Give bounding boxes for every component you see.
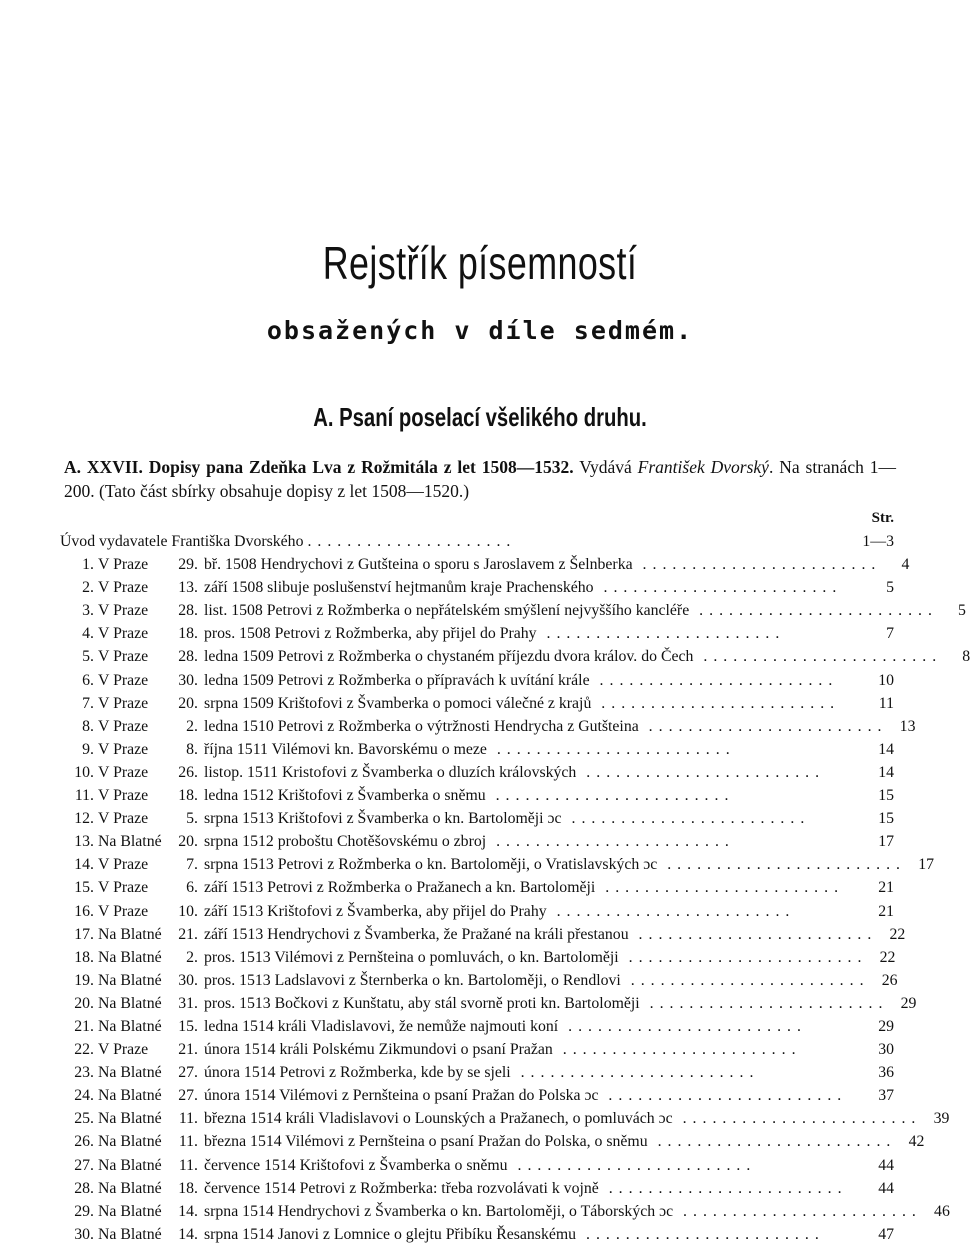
entry-number: 11.: [74, 787, 94, 805]
entry-text: Úvod vydavatele Františka Dvorského .....................: [60, 533, 517, 550]
entry-page: 14: [878, 740, 894, 758]
entry-number: 4.: [82, 625, 94, 643]
entry-day: 20.: [178, 833, 198, 851]
entry-place: Na Blatné: [98, 1064, 162, 1082]
entry-day: 6.: [186, 879, 198, 897]
entry-number: 7.: [82, 694, 94, 712]
entry-page: 47: [878, 1225, 894, 1243]
list-item: [60, 715, 916, 738]
entry-text: září 1513 Hendrychovi z Švamberka, že Pražané na králi přestanou ........................: [204, 925, 878, 943]
entry-text: list. 1508 Petrovi z Rožmberka o nepřátelském smýšlení nejvyššího kancléře ........................: [204, 602, 938, 620]
entry-number: 28.: [74, 1179, 94, 1197]
entry-text: srpna 1513 Krištofovi z Švamberka o kn. Bartoloměji ɔc ........................: [204, 810, 811, 828]
list-item: [60, 1038, 894, 1061]
entry-page: 42: [908, 1133, 925, 1151]
intro-text-2: . Na stranách 1—200. (Tato část sbírky obsahuje dopisy z let 1508—1520.): [64, 457, 896, 501]
entry-number: 26.: [74, 1133, 94, 1151]
entry-place: Na Blatné: [98, 1110, 162, 1128]
list-item: [60, 830, 894, 853]
entry-day: 2.: [186, 948, 198, 966]
list-item: [60, 645, 970, 668]
entry-day: 28.: [178, 648, 198, 666]
entry-text: února 1514 Vilémovi z Pernšteina o psaní Pražan do Polska ɔc ........................: [204, 1087, 848, 1105]
list-item: [60, 576, 894, 599]
entry-place: V Praze: [98, 740, 149, 758]
entry-day: 29.: [178, 556, 198, 574]
entry-text: ledna 1510 Petrovi z Rožmberka o výtržnosti Hendrycha z Gutšteina ........................: [204, 717, 888, 735]
entry-day: 7.: [186, 856, 198, 874]
entry-text: srpna 1512 proboštu Chotěšovskému o zbroj ........................: [204, 833, 735, 851]
entry-text: listop. 1511 Kristofovi z Švamberka o dluzích královských ........................: [204, 763, 826, 781]
entry-number: 20.: [74, 994, 94, 1012]
entry-page: 17: [918, 856, 934, 874]
entry-place: V Praze: [98, 625, 149, 643]
list-item: [60, 1154, 894, 1177]
entry-place: Na Blatné: [98, 1017, 162, 1035]
entry-place: V Praze: [98, 763, 149, 781]
entry-text: září 1513 Petrovi z Rožmberka o Pražanech a kn. Bartoloměji ........................: [204, 879, 845, 897]
entry-page: 4: [901, 556, 910, 574]
entry-number: 1.: [82, 556, 94, 574]
entry-day: 8.: [186, 740, 198, 758]
entry-day: 10.: [178, 902, 198, 920]
page-subtitle: obsažených v díle sedmém.: [266, 316, 694, 345]
entry-page: 39: [933, 1110, 950, 1128]
entry-place: Na Blatné: [98, 1156, 162, 1174]
entry-text: ledna 1512 Krištofovi z Švamberka o sněmu ........................: [204, 787, 735, 805]
entry-day: 21.: [178, 1041, 198, 1059]
entry-number: 30.: [74, 1225, 94, 1243]
entry-page: 13: [899, 717, 916, 735]
entry-number: 29.: [74, 1202, 94, 1220]
list-item: [60, 1223, 894, 1246]
list-item: [60, 946, 894, 969]
entry-page: 44: [878, 1179, 894, 1197]
entry-number: 14.: [74, 856, 94, 874]
entry-text: ledna 1514 králi Vladislavovi, že nemůže najmouti koní ........................: [204, 1017, 807, 1035]
entry-number: 22.: [74, 1041, 94, 1059]
entry-place: V Praze: [98, 879, 149, 897]
entry-number: 6.: [82, 671, 94, 689]
entry-number: 23.: [74, 1064, 94, 1082]
entry-place: V Praze: [98, 810, 149, 828]
entry-page: 17: [878, 833, 894, 851]
entry-page: 5: [886, 579, 894, 597]
entry-day: 27.: [178, 1064, 198, 1082]
list-item: [60, 1084, 894, 1107]
entry-page: 14: [878, 763, 894, 781]
list-item: [60, 1015, 894, 1038]
entry-text: pros. 1513 Ladslavovi z Šternberka o kn. Bartoloměji, o Rendlovi ........................: [204, 971, 870, 989]
entry-page: 22: [889, 925, 906, 943]
list-item: [60, 784, 894, 807]
entry-day: 11.: [178, 1156, 198, 1174]
entry-page: 30: [878, 1041, 894, 1059]
entry-text: října 1511 Vilémovi kn. Bavorskému o meze ........................: [204, 740, 736, 758]
list-item: [60, 853, 934, 876]
list-item: [60, 923, 906, 946]
entry-number: 8.: [82, 717, 94, 735]
entry-place: V Praze: [98, 902, 149, 920]
entry-place: V Praze: [98, 602, 149, 620]
entry-text: července 1514 Krištofovi z Švamberka o sněmu ........................: [204, 1156, 757, 1174]
entry-page: 21: [878, 902, 894, 920]
entry-number: 16.: [74, 902, 94, 920]
entry-day: 11.: [178, 1110, 198, 1128]
entry-day: 18.: [178, 625, 198, 643]
entry-place: Na Blatné: [98, 994, 162, 1012]
section-heading: A. Psaní poselací všelikého druhu.: [313, 402, 647, 432]
entry-page: 44: [878, 1156, 894, 1174]
entry-place: Na Blatné: [98, 1179, 162, 1197]
entry-day: 14.: [178, 1225, 198, 1243]
entry-place: V Praze: [98, 856, 149, 874]
intro-entry: [60, 530, 894, 553]
entry-place: Na Blatné: [98, 1133, 162, 1151]
entry-place: V Praze: [98, 556, 149, 574]
entry-text: srpna 1514 Hendrychovi z Švamberka o kn. Bartoloměji, o Táborských ɔc ........................: [204, 1202, 922, 1220]
entry-page: 29: [900, 994, 917, 1012]
entry-number: 27.: [74, 1156, 94, 1174]
entry-page: 15: [878, 810, 894, 828]
editor-name: František Dvorský: [637, 457, 769, 477]
list-item: [60, 622, 894, 645]
entry-place: Na Blatné: [98, 1225, 162, 1243]
entry-number: 2.: [82, 579, 94, 597]
entry-text: pros. 1513 Vilémovi z Pernšteina o pomluvách, o kn. Bartoloměji ........................: [204, 948, 868, 966]
entry-text: července 1514 Petrovi z Rožmberka: třeba rozvolávati k vojně ........................: [204, 1179, 848, 1197]
entry-number: 24.: [74, 1087, 94, 1105]
entry-text: února 1514 Petrovi z Rožmberka, kde by se sjeli ........................: [204, 1064, 760, 1082]
entry-number: 18.: [74, 948, 94, 966]
list-item: [60, 692, 894, 715]
entry-number: 25.: [74, 1110, 94, 1128]
entry-place: Na Blatné: [98, 971, 162, 989]
list-item: [60, 553, 910, 576]
entry-page: 22: [879, 948, 896, 966]
collection-intro: [64, 455, 896, 503]
entry-list: [60, 530, 970, 1246]
list-item: [60, 807, 894, 830]
entry-place: Na Blatné: [98, 948, 162, 966]
entry-number: 19.: [74, 971, 94, 989]
entry-day: 21.: [178, 925, 198, 943]
entry-page: 11: [878, 694, 894, 712]
entry-page: 37: [878, 1087, 894, 1105]
entry-place: V Praze: [98, 648, 149, 666]
entry-day: 28.: [178, 602, 198, 620]
entry-page: 21: [878, 879, 894, 897]
list-item: [60, 738, 894, 761]
entry-text: pros. 1508 Petrovi z Rožmberka, aby přijel do Prahy ........................: [204, 625, 786, 643]
list-item: [60, 992, 917, 1015]
entry-number: 12.: [74, 810, 94, 828]
entry-day: 30.: [178, 671, 198, 689]
entry-number: 10.: [74, 763, 94, 781]
list-item: [60, 876, 894, 899]
entry-page: 46: [934, 1202, 950, 1220]
entry-day: 18.: [178, 1179, 198, 1197]
entry-page: 15: [878, 787, 894, 805]
entry-text: pros. 1513 Bočkovi z Kunštatu, aby stál svorně proti kn. Bartoloměji ........................: [204, 994, 889, 1012]
entry-number: 3.: [82, 602, 94, 620]
entry-text: srpna 1514 Janovi z Lomnice o glejtu Přibíku Řesanskému ........................: [204, 1225, 825, 1243]
entry-page: 8: [962, 648, 970, 666]
collection-lead: A. XXVII. Dopisy pana Zdeňka Lva z Rožmitála z let 1508—1532.: [64, 457, 574, 477]
list-item: [60, 599, 966, 622]
entry-page: 36: [878, 1064, 894, 1082]
entry-place: V Praze: [98, 671, 149, 689]
entry-place: V Praze: [98, 1041, 149, 1059]
entry-number: 5.: [82, 648, 94, 666]
entry-day: 18.: [178, 787, 198, 805]
list-item: [60, 1177, 894, 1200]
list-item: [60, 1200, 950, 1223]
entry-place: V Praze: [98, 579, 149, 597]
entry-text: února 1514 králi Polskému Zikmundovi o psaní Pražan ........................: [204, 1041, 802, 1059]
entry-page: 1—3: [862, 533, 894, 550]
entry-day: 31.: [178, 994, 198, 1012]
entry-day: 20.: [178, 694, 198, 712]
entry-text: srpna 1509 Krištofovi z Švamberka o pomoci válečné z krajů ........................: [204, 694, 841, 712]
list-item: [60, 1107, 950, 1130]
entry-text: března 1514 králi Vladislavovi o Lounských a Pražanech, o pomluvách ɔc ........................: [204, 1110, 922, 1128]
entry-day: 27.: [178, 1087, 198, 1105]
intro-text-1: Vydává: [573, 457, 638, 477]
list-item: [60, 969, 898, 992]
entry-day: 2.: [186, 717, 198, 735]
entry-place: V Praze: [98, 694, 149, 712]
entry-page: 5: [958, 602, 966, 620]
list-item: [60, 1130, 925, 1153]
entry-text: ledna 1509 Petrovi z Rožmberka o chystaném příjezdu dvora králov. do Čech ........................: [204, 648, 943, 666]
entry-place: Na Blatné: [98, 833, 162, 851]
entry-place: Na Blatné: [98, 1087, 162, 1105]
list-item: [60, 761, 894, 784]
entry-text: bř. 1508 Hendrychovi z Gutšteina o sporu s Jaroslavem z Šelnberka ........................: [204, 556, 882, 574]
entry-day: 15.: [178, 1017, 198, 1035]
list-item: [60, 900, 894, 923]
entry-day: 14.: [178, 1202, 198, 1220]
entry-place: V Praze: [98, 717, 149, 735]
entry-number: 9.: [82, 740, 94, 758]
entry-place: Na Blatné: [98, 1202, 162, 1220]
entry-page: 10: [878, 671, 894, 689]
list-item: [60, 669, 894, 692]
entry-place: Na Blatné: [98, 925, 162, 943]
entry-day: 13.: [178, 579, 198, 597]
entry-day: 11.: [178, 1133, 198, 1151]
entry-page: 26: [881, 971, 898, 989]
list-item: [60, 1061, 894, 1084]
entry-day: 5.: [186, 810, 198, 828]
entry-page: 29: [878, 1017, 894, 1035]
entry-text: srpna 1513 Petrovi z Rožmberka o kn. Bartoloměji, o Vratislavských ɔc ........................: [204, 856, 906, 874]
entry-text: ledna 1509 Petrovi z Rožmberka o přípravách k uvítání krále ........................: [204, 671, 839, 689]
entry-number: 17.: [74, 925, 94, 943]
entry-text: září 1508 slibuje poslušenství hejtmanům kraje Prachenského ........................: [204, 579, 843, 597]
entry-text: března 1514 Vilémovi z Pernšteina o psaní Pražan do Polska, o sněmu ........................: [204, 1133, 897, 1151]
entry-number: 15.: [74, 879, 94, 897]
page-column-label: Str.: [871, 510, 894, 526]
entry-day: 30.: [178, 971, 198, 989]
entry-number: 13.: [74, 833, 94, 851]
entry-number: 21.: [74, 1017, 94, 1035]
entry-place: V Praze: [98, 787, 149, 805]
page-title: Rejstřík písemností: [322, 237, 638, 289]
entry-page: 7: [886, 625, 894, 643]
entry-day: 26.: [178, 763, 198, 781]
entry-text: září 1513 Krištofovi z Švamberka, aby přijel do Prahy ........................: [204, 902, 796, 920]
